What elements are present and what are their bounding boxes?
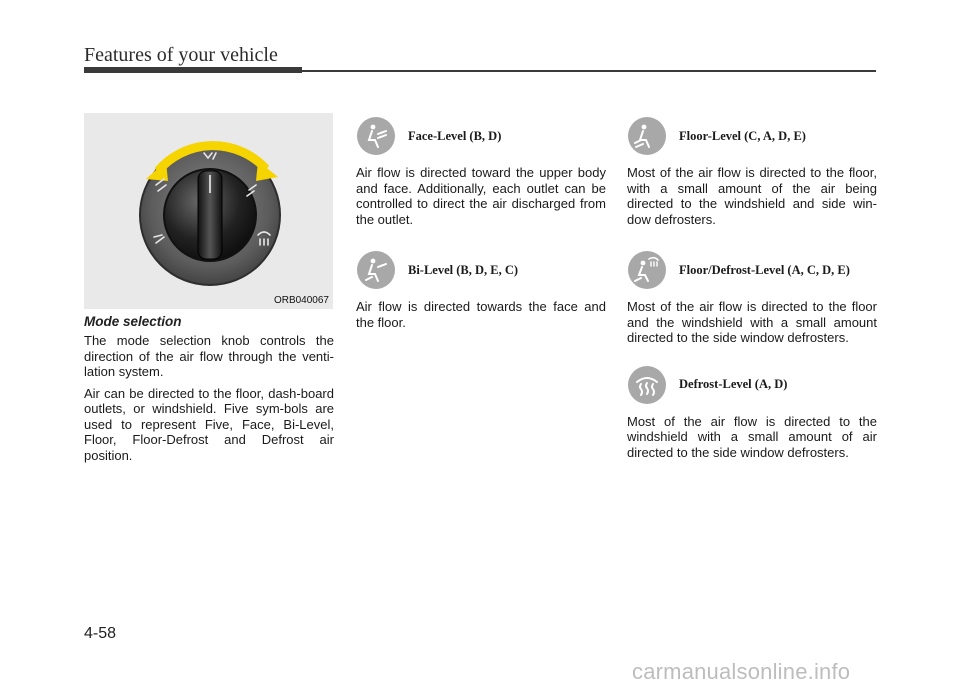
- defrost-level-icon: [627, 365, 667, 405]
- modes-column-3: [627, 115, 877, 460]
- mode-desc-floor: Most of the air flow is directed to the floor, with a small amount of the air being directed to the windshield and side win-dow defrosters.: [627, 165, 877, 227]
- mode-desc-bilevel: Air flow is directed towards the face and the floor.: [356, 299, 606, 330]
- floor-defrost-level-icon: [627, 250, 667, 290]
- modes-column-2: [356, 115, 606, 330]
- mode-title-bilevel: Bi-Level (B, D, E, C): [408, 262, 519, 277]
- mode-desc-defrost: Most of the air flow is directed to the windshield with a small amount of air directed to the side window defrosters.: [627, 413, 877, 460]
- floor-level-icon: [627, 116, 667, 156]
- mode-title-face: Face-Level (B, D): [408, 128, 502, 143]
- intro-paragraph-1: The mode selection knob controls the direction of the air flow through the venti-lation system.: [84, 333, 334, 379]
- mode-desc-floor-defrost: Most of the air flow is directed to the floor and the windshield with a small amount directed to the side window defrosters.: [627, 299, 877, 345]
- site-watermark: carmanualsonline.info: [632, 659, 851, 684]
- mode-item-floor-defrost: [627, 249, 877, 291]
- mode-item-defrost: [627, 364, 877, 406]
- mode-desc-face: Air flow is directed toward the upper body and face. Additionally, each outlet can be controlled to direct the air discharged from the outlet.: [356, 165, 606, 227]
- arrow-head-left: [146, 161, 168, 181]
- mode-title-defrost: Defrost-Level (A, D): [679, 377, 788, 391]
- mode-title-floor: Floor-Level (C, A, D, E): [679, 128, 806, 143]
- face-level-icon: [356, 116, 396, 156]
- header-rule-thin: [302, 70, 876, 72]
- mode-knob-illustration: [84, 113, 333, 309]
- mode-item-bilevel: [356, 249, 606, 291]
- header-rule-thick: [84, 67, 302, 73]
- intro-paragraph-2: Air can be directed to the floor, dash-board outlets, or windshield. Five sym-bols are used to represent Five, Face, Bi-Level, Floor, Floor-Defrost and Defrost air position.: [84, 385, 334, 463]
- intro-column: [84, 314, 334, 469]
- page-number: 4-58: [84, 625, 117, 642]
- figure-code: ORB040067: [273, 295, 329, 306]
- mode-knob-figure: [84, 113, 333, 309]
- mode-item-floor: [627, 115, 877, 157]
- section-heading: Mode selection: [84, 314, 182, 329]
- mode-title-floor-defrost: Floor/Defrost-Level (A, C, D, E): [679, 262, 850, 277]
- mode-item-face: [356, 115, 606, 157]
- bi-level-icon: [356, 250, 396, 290]
- page-header-title: Features of your vehicle: [84, 44, 278, 66]
